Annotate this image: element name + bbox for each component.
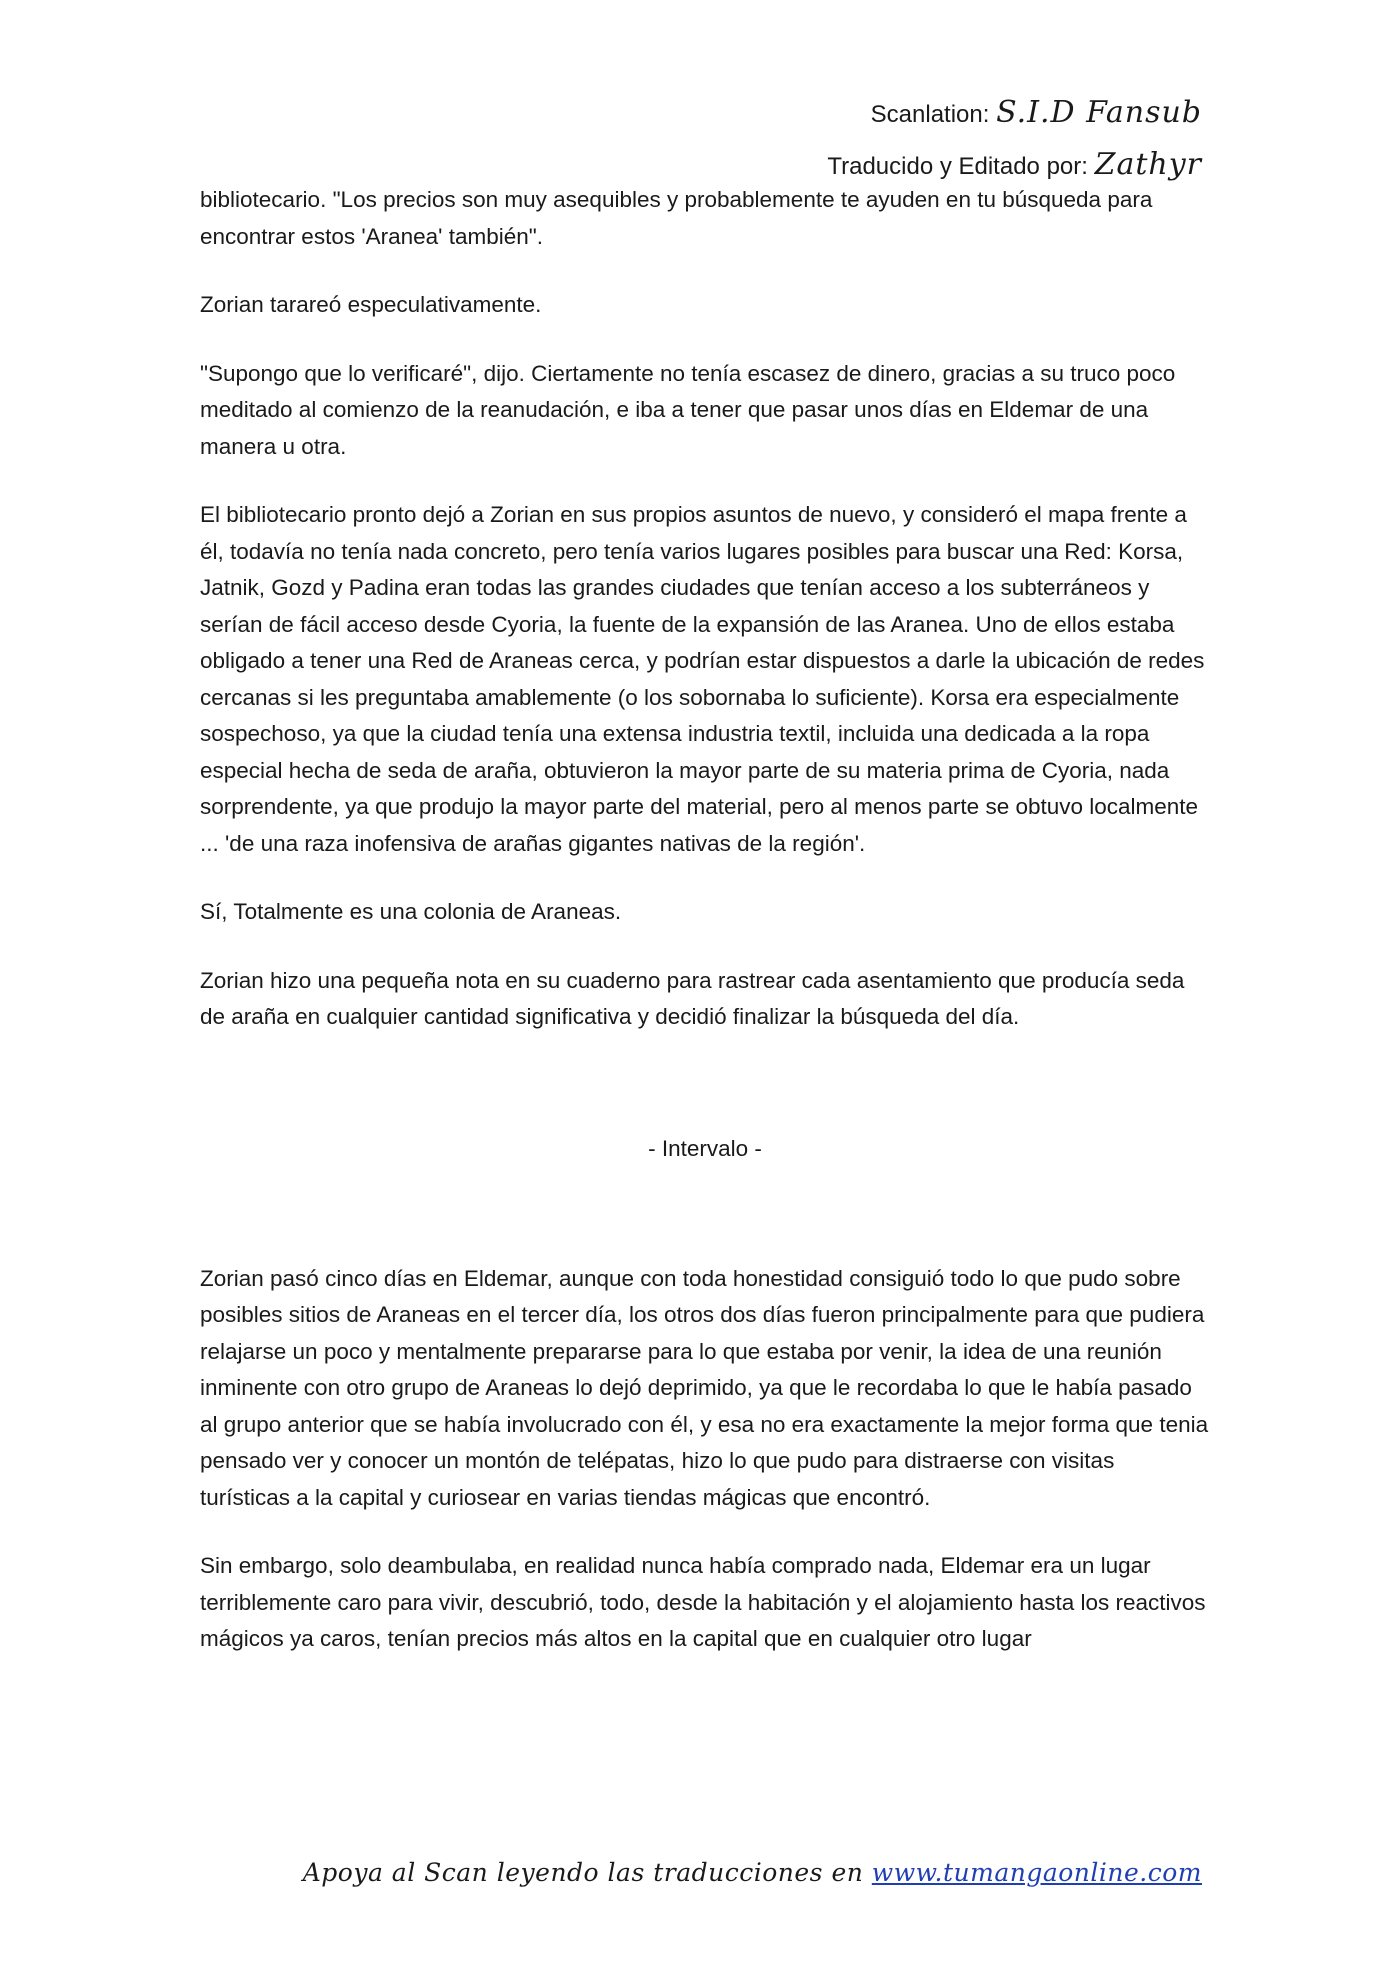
page-header bbox=[827, 88, 1202, 192]
paragraph: Sin embargo, solo deambulaba, en realidad nunca había comprado nada, Eldemar era un lugar terriblemente caro para vivir, descubrió, todo, desde la habitación y el alojamiento hasta los reactivos mágicos ya caros, tenían precios más altos en la capital que en cualquier otro lugar bbox=[200, 1553, 1206, 1651]
interval-marker: - Intervalo - bbox=[648, 1135, 762, 1161]
document-body bbox=[200, 182, 1210, 1690]
page-footer bbox=[303, 1858, 1202, 1887]
tumangaonline-link[interactable]: www.tumangaonline.com bbox=[871, 1858, 1202, 1887]
paragraph: "Supongo que lo verificaré", dijo. Ciertamente no tenía escasez de dinero, gracias a su truco poco meditado al comienzo de la reanudación, e iba a tener que pasar unos días en Eldemar de una manera u otra. bbox=[200, 360, 1176, 459]
translator-name: Zathyr bbox=[1094, 147, 1202, 182]
paragraph: El bibliotecario pronto dejó a Zorian en sus propios asuntos de nuevo, y consideró el mapa frente a él, todavía no tenía nada concreto, pero tenía varios lugares posibles para buscar una Red: Korsa, Jatnik, Gozd y Padina eran todas las grandes ciudades que tenían acceso a los subterráneos y serían de fácil acceso desde Cyoria, la fuente de la expansión de las Aranea. Uno de ellos estaba obligado a tener una Red de Araneas cerca, y podrían estar dispuestos a darle la ubicación de redes cercanas si les preguntaba amablemente (o los sobornaba lo suficiente). Korsa era especialmente sospechoso, ya que la ciudad tenía una extensa industria textil, incluida una dedicada a la ropa especial hecha de seda de araña, obtuvieron la mayor parte de su materia prima de Cyoria, nada sorprendente, ya que produjo la mayor parte del material, pero al menos parte se obtuvo localmente ... 'de una raza inofensiva de arañas gigantes nativas de la región'. bbox=[200, 502, 1205, 856]
paragraph: Zorian pasó cinco días en Eldemar, aunque con toda honestidad consiguió todo lo que pudo sobre posibles sitios de Araneas en el tercer día, los otros dos días fueron principalmente para que pudiera relajarse un poco y mentalmente prepararse para lo que estaba por venir, la idea de una reunión inminente con otro grupo de Araneas lo dejó deprimido, ya que le recordaba lo que le había pasado al grupo anterior que se había involucrado con él, y esa no era exactamente la mejor forma que tenia pensado ver y conocer un montón de telépatas, hizo lo que pudo para distraerse con visitas turísticas a la capital y curiosear en varias tiendas mágicas que encontró. bbox=[200, 1265, 1209, 1510]
paragraph: bibliotecario. "Los precios son muy asequibles y probablemente te ayuden en tu búsqueda para encontrar estos 'Aranea' también". bbox=[200, 187, 1153, 249]
paragraph: Sí, Totalmente es una colonia de Araneas. bbox=[200, 899, 622, 924]
support-text: Apoya al Scan leyendo las traducciones en bbox=[302, 1858, 864, 1887]
scanlation-label: Scanlation: bbox=[870, 101, 990, 128]
scanlation-credit bbox=[827, 88, 1202, 140]
paragraph: Zorian tarareó especulativamente. bbox=[200, 292, 542, 317]
translator-label: Traducido y Editado por: bbox=[827, 153, 1088, 180]
scanlation-group-name: S.I.D Fansub bbox=[996, 95, 1202, 130]
paragraph: Zorian hizo una pequeña nota en su cuaderno para rastrear cada asentamiento que producía seda de araña en cualquier cantidad significativa y decidió finalizar la búsqueda del día. bbox=[200, 967, 1185, 1029]
